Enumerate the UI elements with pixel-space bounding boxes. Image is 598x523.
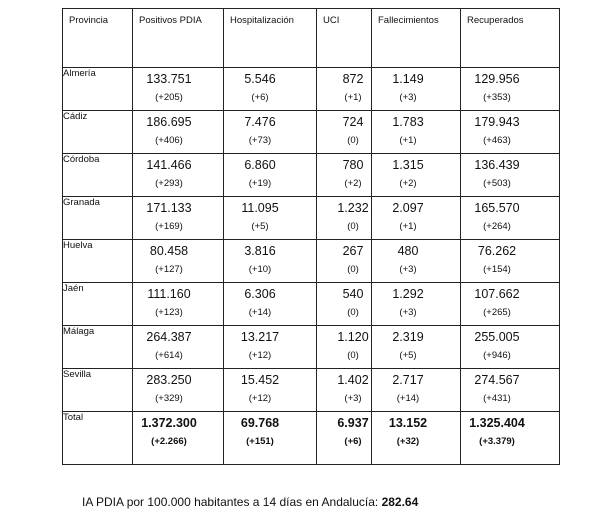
cell-delta: (+264)	[483, 221, 511, 232]
cell-value: 7.476	[244, 115, 276, 129]
cell-delta: (0)	[347, 264, 359, 275]
cell-value: 136.439	[474, 158, 520, 172]
cell-value: 6.860	[244, 158, 276, 172]
cell-value: 69.768	[240, 416, 280, 430]
cell-delta: (0)	[347, 221, 359, 232]
cell-fallecimientos	[372, 197, 461, 240]
table-row	[63, 326, 560, 369]
cell-delta: (+2)	[399, 178, 417, 189]
cell-delta: (+2)	[344, 178, 362, 189]
cell-positivos	[133, 283, 224, 326]
cell-value: 1.292	[392, 287, 424, 301]
cell-value: 1.149	[392, 72, 424, 86]
cell-delta: (+463)	[483, 135, 511, 146]
footnote-value: 282.64	[381, 495, 419, 509]
cell-delta: (+3)	[344, 393, 362, 404]
cell-delta: (+1)	[399, 221, 417, 232]
cell-value: 780	[342, 158, 364, 172]
cell-hospitalizacion	[224, 197, 317, 240]
cell-delta: (+14)	[248, 307, 272, 318]
cell-value: 283.250	[146, 373, 192, 387]
cell-positivos	[133, 369, 224, 412]
cell-delta: (+1)	[399, 135, 417, 146]
cell-delta: (+2.266)	[151, 436, 187, 447]
province-name: Córdoba	[63, 154, 133, 197]
cell-delta: (+127)	[155, 264, 183, 275]
cell-value: 76.262	[477, 244, 517, 258]
cell-hospitalizacion	[224, 369, 317, 412]
cell-delta: (+123)	[155, 307, 183, 318]
cell-delta: (+3.379)	[479, 436, 515, 447]
province-name: Cádiz	[63, 111, 133, 154]
cell-positivos	[133, 111, 224, 154]
cell-delta: (+12)	[248, 350, 272, 361]
covid-stats-table	[62, 8, 560, 465]
cell-value: 2.097	[392, 201, 424, 215]
cell-recuperados	[461, 283, 560, 326]
cell-delta: (+431)	[483, 393, 511, 404]
cell-value: 267	[342, 244, 364, 258]
cell-fallecimientos	[372, 412, 461, 465]
table-header-row	[63, 9, 560, 68]
cell-delta: (0)	[347, 350, 359, 361]
province-name: Málaga	[63, 326, 133, 369]
cell-value: 1.372.300	[141, 416, 197, 430]
cell-uci	[317, 240, 372, 283]
cell-delta: (+169)	[155, 221, 183, 232]
cell-value: 1.325.404	[469, 416, 525, 430]
cell-delta: (+14)	[396, 393, 420, 404]
cell-hospitalizacion	[224, 154, 317, 197]
cell-recuperados	[461, 369, 560, 412]
cell-uci	[317, 68, 372, 111]
cell-value: 1.783	[392, 115, 424, 129]
cell-delta: (+293)	[155, 178, 183, 189]
cell-positivos	[133, 326, 224, 369]
cell-value: 11.095	[241, 201, 279, 215]
header-uci: UCI	[317, 9, 372, 68]
cell-positivos	[133, 412, 224, 465]
cell-delta: (+3)	[399, 92, 417, 103]
cell-uci	[317, 111, 372, 154]
cell-delta: (+6)	[344, 436, 362, 447]
cell-value: 13.152	[388, 416, 428, 430]
cell-delta: (0)	[347, 307, 359, 318]
cell-recuperados	[461, 68, 560, 111]
cell-recuperados	[461, 240, 560, 283]
cell-recuperados	[461, 412, 560, 465]
cell-value: 179.943	[474, 115, 520, 129]
province-name: Granada	[63, 197, 133, 240]
cell-delta: (+32)	[396, 436, 420, 447]
cell-value: 171.133	[146, 201, 192, 215]
cell-uci	[317, 283, 372, 326]
cell-fallecimientos	[372, 154, 461, 197]
cell-value: 480	[397, 244, 419, 258]
cell-hospitalizacion	[224, 111, 317, 154]
cell-delta: (+3)	[399, 264, 417, 275]
header-hospitalizacion: Hospitalización	[224, 9, 317, 68]
cell-uci	[317, 154, 372, 197]
cell-positivos	[133, 240, 224, 283]
table-row	[63, 68, 560, 111]
cell-value: 111.160	[147, 287, 191, 301]
cell-fallecimientos	[372, 283, 461, 326]
cell-delta: (+503)	[483, 178, 511, 189]
cell-value: 3.816	[244, 244, 276, 258]
cell-value: 141.466	[146, 158, 192, 172]
cell-value: 107.662	[474, 287, 520, 301]
cell-delta: (+1)	[344, 92, 362, 103]
cell-recuperados	[461, 326, 560, 369]
cell-value: 2.319	[392, 330, 424, 344]
cell-value: 2.717	[392, 373, 424, 387]
cell-hospitalizacion	[224, 240, 317, 283]
cell-value: 15.452	[240, 373, 280, 387]
cell-delta: (+12)	[248, 393, 272, 404]
cell-value: 540	[342, 287, 364, 301]
cell-hospitalizacion	[224, 283, 317, 326]
cell-value: 1.402	[337, 373, 369, 387]
cell-value: 13.217	[240, 330, 280, 344]
cell-delta: (+5)	[399, 350, 417, 361]
header-recuperados: Recuperados	[461, 9, 560, 68]
cell-uci	[317, 197, 372, 240]
table-total-row	[63, 412, 560, 465]
province-name: Huelva	[63, 240, 133, 283]
cell-delta: (+329)	[155, 393, 183, 404]
cell-delta: (+3)	[399, 307, 417, 318]
cell-positivos	[133, 197, 224, 240]
table-row	[63, 369, 560, 412]
footnote-text: IA PDIA por 100.000 habitantes a 14 días en Andalucía:	[82, 495, 382, 509]
cell-delta: (+946)	[483, 350, 511, 361]
cell-value: 186.695	[146, 115, 192, 129]
header-provincia: Provincia	[63, 9, 133, 68]
province-name: Jaén	[63, 283, 133, 326]
cell-value: 1.120	[337, 330, 369, 344]
cell-value: 80.458	[149, 244, 189, 258]
cell-fallecimientos	[372, 326, 461, 369]
cell-fallecimientos	[372, 240, 461, 283]
table-row	[63, 197, 560, 240]
cell-uci	[317, 326, 372, 369]
cell-delta: (+10)	[248, 264, 272, 275]
cell-value: 1.315	[392, 158, 424, 172]
cell-delta: (+151)	[246, 436, 274, 447]
cell-delta: (+353)	[483, 92, 511, 103]
cell-delta: (+614)	[155, 350, 183, 361]
cell-value: 724	[342, 115, 364, 129]
cell-recuperados	[461, 154, 560, 197]
cell-positivos	[133, 154, 224, 197]
cell-value: 264.387	[146, 330, 192, 344]
table-row	[63, 283, 560, 326]
province-name: Almería	[63, 68, 133, 111]
cell-delta: (+5)	[251, 221, 269, 232]
cell-uci	[317, 412, 372, 465]
cell-value: 133.751	[146, 72, 192, 86]
cell-delta: (+265)	[483, 307, 511, 318]
header-positivos: Positivos PDIA	[133, 9, 224, 68]
cell-recuperados	[461, 111, 560, 154]
cell-delta: (+73)	[248, 135, 272, 146]
cell-delta: (+19)	[248, 178, 272, 189]
cell-fallecimientos	[372, 68, 461, 111]
cell-delta: (0)	[347, 135, 359, 146]
cell-positivos	[133, 68, 224, 111]
cell-hospitalizacion	[224, 326, 317, 369]
cell-value: 1.232	[337, 201, 369, 215]
cell-value: 5.546	[244, 72, 276, 86]
cell-delta: (+6)	[251, 92, 269, 103]
cell-fallecimientos	[372, 111, 461, 154]
province-name: Total	[63, 412, 133, 465]
cell-value: 129.956	[474, 72, 520, 86]
cell-value: 274.567	[474, 373, 520, 387]
table-row	[63, 240, 560, 283]
cell-delta: (+205)	[155, 92, 183, 103]
cell-value: 165.570	[474, 201, 520, 215]
cell-value: 6.937	[337, 416, 369, 430]
cell-fallecimientos	[372, 369, 461, 412]
cell-uci	[317, 369, 372, 412]
cell-delta: (+406)	[155, 135, 183, 146]
header-fallecimientos: Fallecimientos	[372, 9, 461, 68]
footnote	[82, 495, 418, 509]
cell-value: 255.005	[474, 330, 520, 344]
cell-hospitalizacion	[224, 68, 317, 111]
cell-value: 872	[342, 72, 364, 86]
province-name: Sevilla	[63, 369, 133, 412]
cell-hospitalizacion	[224, 412, 317, 465]
cell-delta: (+154)	[483, 264, 511, 275]
cell-value: 6.306	[244, 287, 276, 301]
cell-recuperados	[461, 197, 560, 240]
table-row	[63, 111, 560, 154]
table-row	[63, 154, 560, 197]
